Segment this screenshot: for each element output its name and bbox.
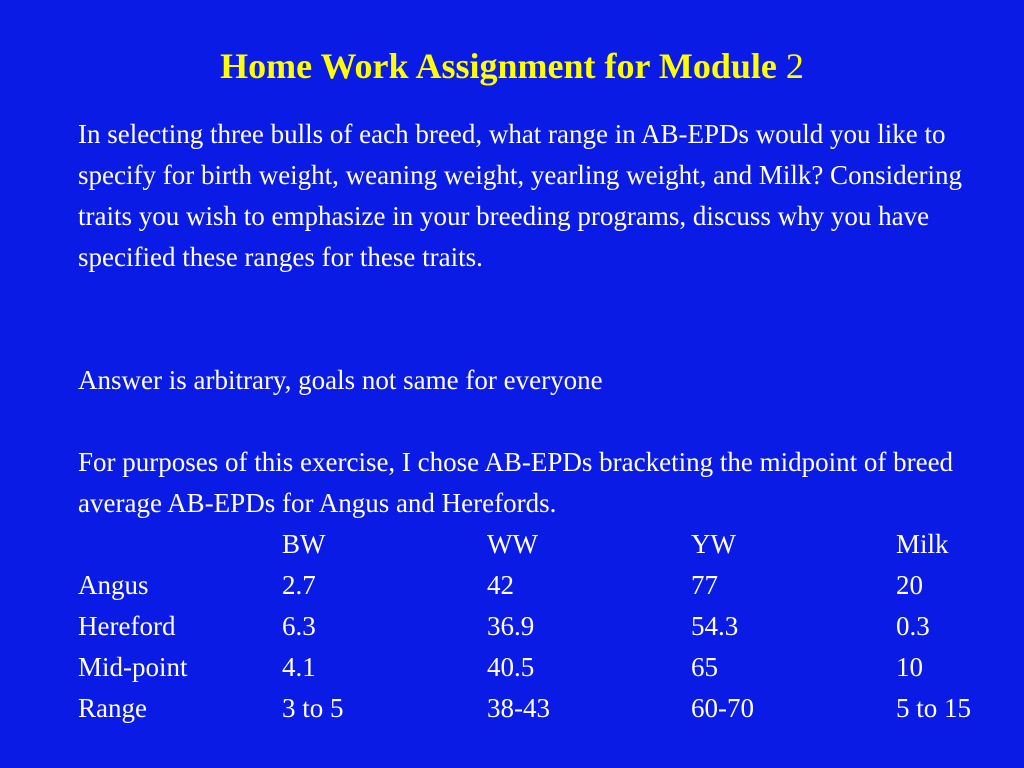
- slide-title: [0, 44, 1024, 88]
- table-cell: 4.1: [282, 652, 316, 682]
- row-label: Hereford: [78, 611, 176, 641]
- table-cell: 20: [896, 570, 923, 600]
- header-cell-ww: WW: [487, 529, 538, 559]
- table-cell: 77: [691, 570, 718, 600]
- header-cell-bw: BW: [282, 529, 326, 559]
- table-cell: 54.3: [691, 611, 739, 641]
- table-row: [78, 688, 1018, 729]
- table-cell: 10: [896, 652, 923, 682]
- header-cell-yw: YW: [691, 529, 736, 559]
- table-cell: 6.3: [282, 611, 316, 641]
- table-row: [78, 565, 1018, 606]
- table-cell: 5 to 15: [896, 693, 972, 723]
- table-row: [78, 647, 1018, 688]
- table-cell: 3 to 5: [282, 693, 344, 723]
- epd-table: [78, 524, 1018, 729]
- table-cell: 65: [691, 652, 718, 682]
- table-row: [78, 606, 1018, 647]
- slide-title-text: Home Work Assignment for Module: [220, 46, 777, 86]
- table-cell: 36.9: [487, 611, 535, 641]
- question-paragraph: In selecting three bulls of each breed, what range in AB-EPDs would you like to specify for birth weight, weaning weight, yearling weight, and Milk? Considering traits you wish to emphasize in your breeding programs, discuss why you have specified these ranges for these traits.: [78, 119, 963, 272]
- table-header-row: [78, 524, 1018, 565]
- row-label: Mid-point: [78, 652, 188, 682]
- header-cell-milk: Milk: [896, 529, 949, 559]
- row-label: Range: [78, 693, 147, 723]
- table-cell: 42: [487, 570, 514, 600]
- table-cell: 60-70: [691, 693, 754, 723]
- table-cell: 0.3: [896, 611, 930, 641]
- exercise-note: For purposes of this exercise, I chose AB-EPDs bracketing the midpoint of breed average AB-EPDs for Angus and Herefords.: [78, 447, 954, 518]
- table-cell: 40.5: [487, 652, 535, 682]
- row-label: Angus: [78, 570, 149, 600]
- slide-title-number: 2: [785, 46, 804, 86]
- answer-note: Answer is arbitrary, goals not same for everyone: [78, 365, 603, 395]
- table-cell: 2.7: [282, 570, 316, 600]
- table-cell: 38-43: [487, 693, 550, 723]
